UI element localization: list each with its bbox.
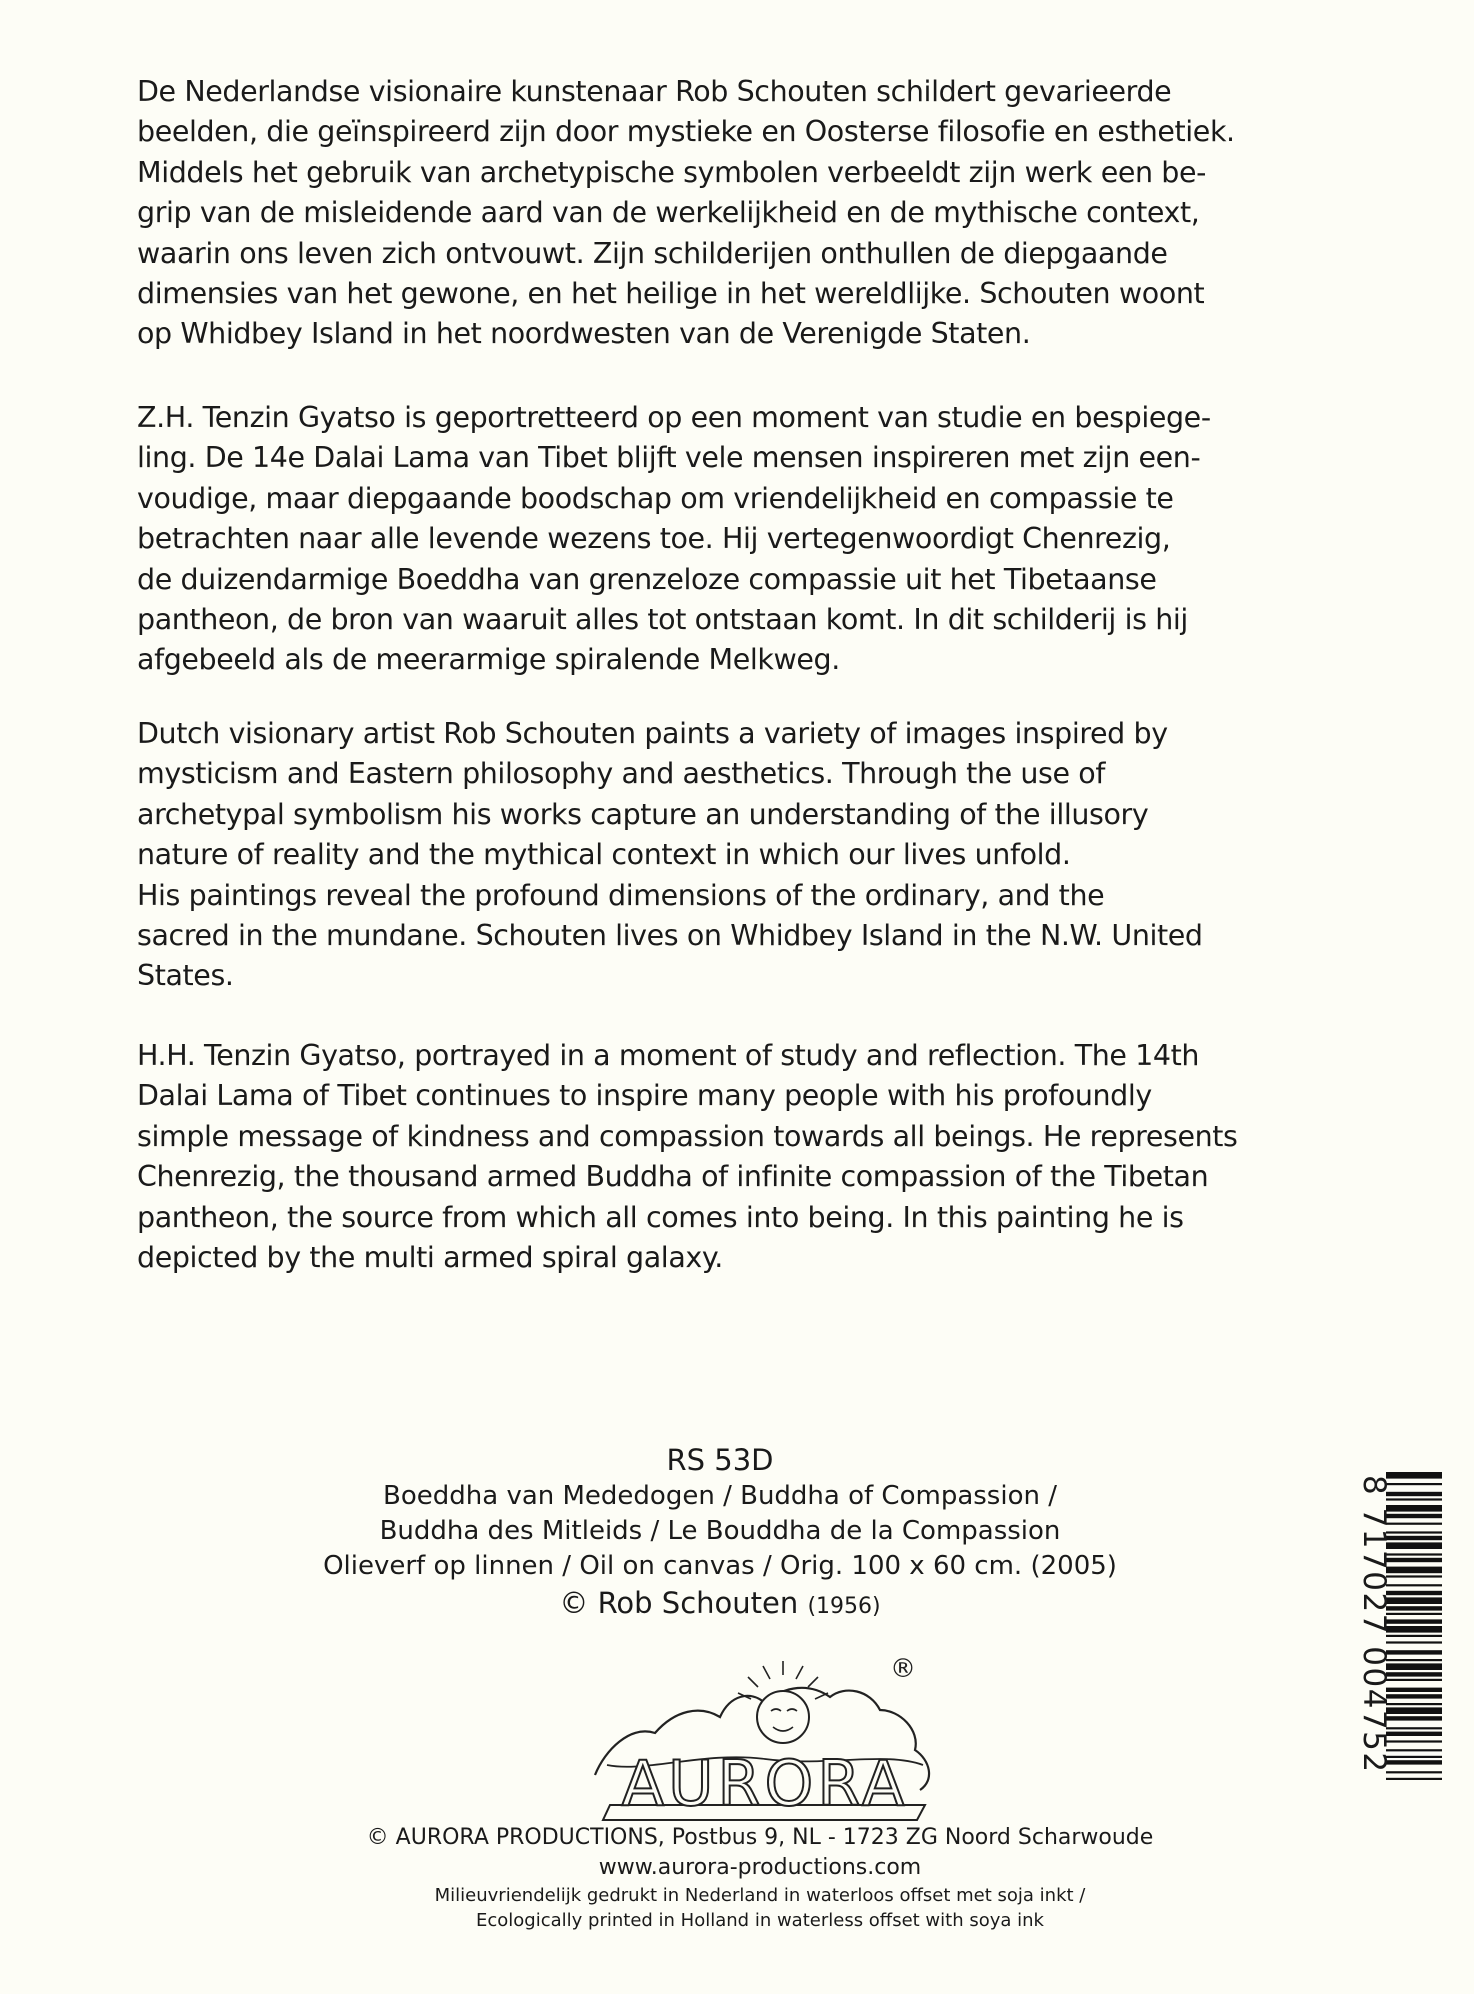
barcode-bar xyxy=(1386,1619,1442,1623)
barcode-bar xyxy=(1386,1613,1442,1615)
barcode-bar xyxy=(1386,1523,1442,1525)
barcode-bar xyxy=(1386,1641,1442,1643)
publisher-address: © AURORA PRODUCTIONS, Postbus 9, NL - 1723 ZG Noord Scharwoude xyxy=(366,1825,1154,1850)
text-line: op Whidbey Island in het noordwesten van de Verenigde Staten. xyxy=(137,317,1031,351)
text-line: betrachten naar alle levende wezens toe. Hij vertegenwoordigt Chenrezig, xyxy=(137,522,1171,556)
text-line: mysticism and Eastern philosophy and aesthetics. Through the use of xyxy=(137,757,1105,791)
text-line: pantheon, de bron van waaruit alles tot ontstaan komt. In dit schilderij is hij xyxy=(137,603,1188,637)
barcode-bar xyxy=(1386,1606,1442,1610)
aurora-wordmark: AURORA xyxy=(621,1747,909,1820)
text-line: His paintings reveal the profound dimensions of the ordinary, and the xyxy=(137,878,1105,912)
aurora-logo xyxy=(585,1655,945,1830)
artist-birth-year: (1956) xyxy=(807,1594,881,1619)
registered-mark: ® xyxy=(890,1655,916,1684)
barcode-bar xyxy=(1386,1749,1442,1751)
barcode-bar xyxy=(1386,1732,1442,1736)
text-line: Dalai Lama of Tibet continues to inspire many people with his profoundly xyxy=(137,1079,1152,1113)
barcode-bar xyxy=(1386,1498,1442,1500)
english-artist-paragraph xyxy=(137,714,1407,997)
text-line: nature of reality and the mythical context in which our lives unfold. xyxy=(137,838,1071,872)
barcode-bar xyxy=(1386,1567,1442,1574)
barcode-bar xyxy=(1386,1663,1442,1670)
barcode-bar xyxy=(1386,1679,1442,1681)
text-line: H.H. Tenzin Gyatso, portrayed in a moment of study and reflection. The 14th xyxy=(137,1039,1200,1072)
text-line: voudige, maar diepgaande boodschap om vriendelijkheid en compassie te xyxy=(137,481,1174,515)
ean-barcode xyxy=(1334,1470,1444,1840)
barcode-bar xyxy=(1386,1659,1442,1661)
english-dalai-lama-paragraph xyxy=(137,1036,1407,1278)
text-line: dimensies van het gewone, en het heilige in het wereldlijke. Schouten woont xyxy=(137,277,1205,311)
text-line: De Nederlandse visionaire kunstenaar Rob Schouten schildert gevarieerde xyxy=(137,75,1172,108)
copyright-name: © Rob Schouten xyxy=(559,1586,799,1620)
text-line: grip van de misleidende aard van de werkelijkheid en de mythische context, xyxy=(137,196,1200,230)
text-line: waarin ons leven zich ontvouwt. Zijn schilderijen onthullen de diepgaande xyxy=(137,236,1168,270)
text-line: beelden, die geïnspireerd zijn door mystieke en Oosterse filosofie en esthetiek. xyxy=(137,115,1235,149)
eco-note-dutch: Milieuvriendelijk gedrukt in Nederland in waterloos offset met soja inkt / xyxy=(434,1885,1086,1906)
text-line: pantheon, the source from which all comes into being. In this painting he is xyxy=(137,1200,1184,1234)
publisher-footer xyxy=(270,1823,1250,1933)
barcode-bar xyxy=(1386,1688,1442,1692)
text-line: simple message of kindness and compassion towards all beings. He represents xyxy=(137,1119,1238,1153)
text-line: sacred in the mundane. Schouten lives on Whidbey Island in the N.W. United xyxy=(137,919,1203,953)
barcode-bar xyxy=(1386,1575,1442,1577)
text-line: Z.H. Tenzin Gyatso is geportretteerd op een moment van studie en bespiege- xyxy=(137,401,1211,434)
barcode-bar xyxy=(1386,1483,1442,1485)
barcode-bar xyxy=(1386,1635,1442,1637)
barcode-bar xyxy=(1386,1492,1442,1496)
barcode-bar xyxy=(1386,1716,1442,1720)
barcode-bar xyxy=(1386,1505,1442,1512)
text-line: depicted by the multi armed spiral galaxy. xyxy=(137,1241,723,1275)
barcode-bar xyxy=(1386,1553,1442,1555)
text-line: de duizendarmige Boeddha van grenzeloze compassie uit het Tibetaanse xyxy=(137,562,1157,596)
barcode-digits: 8 717027 004752 xyxy=(1356,1475,1392,1774)
text-line: States. xyxy=(137,959,234,993)
barcode-bar xyxy=(1386,1727,1442,1729)
text-line: Dutch visionary artist Rob Schouten paints a variety of images inspired by xyxy=(137,717,1168,750)
eco-note-english: Ecologically printed in Holland in waterless offset with soya ink xyxy=(476,1910,1044,1931)
barcode-bar xyxy=(1386,1591,1442,1595)
text-line: afgebeeld als de meerarmige spiralende Melkweg. xyxy=(137,643,840,677)
barcode-bar xyxy=(1386,1558,1442,1562)
barcode-bar xyxy=(1386,1514,1442,1518)
artwork-credits xyxy=(320,1441,1120,1626)
barcode-bar xyxy=(1386,1650,1442,1654)
text-line: ling. De 14e Dalai Lama van Tibet blijft vele mensen inspireren met zijn een- xyxy=(137,441,1201,475)
barcode-bar xyxy=(1386,1531,1442,1533)
text-line: Middels het gebruik van archetypische symbolen verbeeldt zijn werk een be- xyxy=(137,155,1207,189)
dutch-artist-paragraph xyxy=(137,72,1407,355)
barcode-bar xyxy=(1386,1771,1442,1773)
publisher-website[interactable]: www.aurora-productions.com xyxy=(598,1855,922,1880)
barcode-bar xyxy=(1386,1707,1442,1714)
barcode-bar xyxy=(1386,1597,1442,1604)
artwork-title-line-2: Buddha des Mitleids / Le Bouddha de la Compassion xyxy=(379,1516,1061,1546)
barcode-bar xyxy=(1386,1703,1442,1705)
barcode-bar xyxy=(1386,1536,1442,1540)
barcode-bar xyxy=(1386,1472,1442,1479)
artwork-medium: Olieverf op linnen / Oil on canvas / Orig. 100 x 60 cm. (2005) xyxy=(323,1551,1117,1581)
barcode-bar xyxy=(1386,1756,1442,1758)
barcode-bar xyxy=(1386,1760,1442,1764)
barcode-bar xyxy=(1386,1672,1442,1676)
barcode-bar xyxy=(1386,1626,1442,1633)
dutch-dalai-lama-paragraph xyxy=(137,398,1407,681)
barcode-bar xyxy=(1386,1740,1442,1742)
text-line: Chenrezig, the thousand armed Buddha of infinite compassion of the Tibetan xyxy=(137,1160,1209,1194)
product-code: RS 53D xyxy=(666,1443,774,1477)
barcode-bar xyxy=(1386,1778,1442,1780)
barcode-bar xyxy=(1386,1694,1442,1698)
text-line: archetypal symbolism his works capture an understanding of the illusory xyxy=(137,797,1149,831)
artist-copyright xyxy=(320,1584,1120,1626)
barcode-bar xyxy=(1386,1584,1442,1586)
barcode-bar xyxy=(1386,1542,1442,1549)
artwork-title-line-1: Boeddha van Mededogen / Buddha of Compassion / xyxy=(383,1481,1057,1511)
